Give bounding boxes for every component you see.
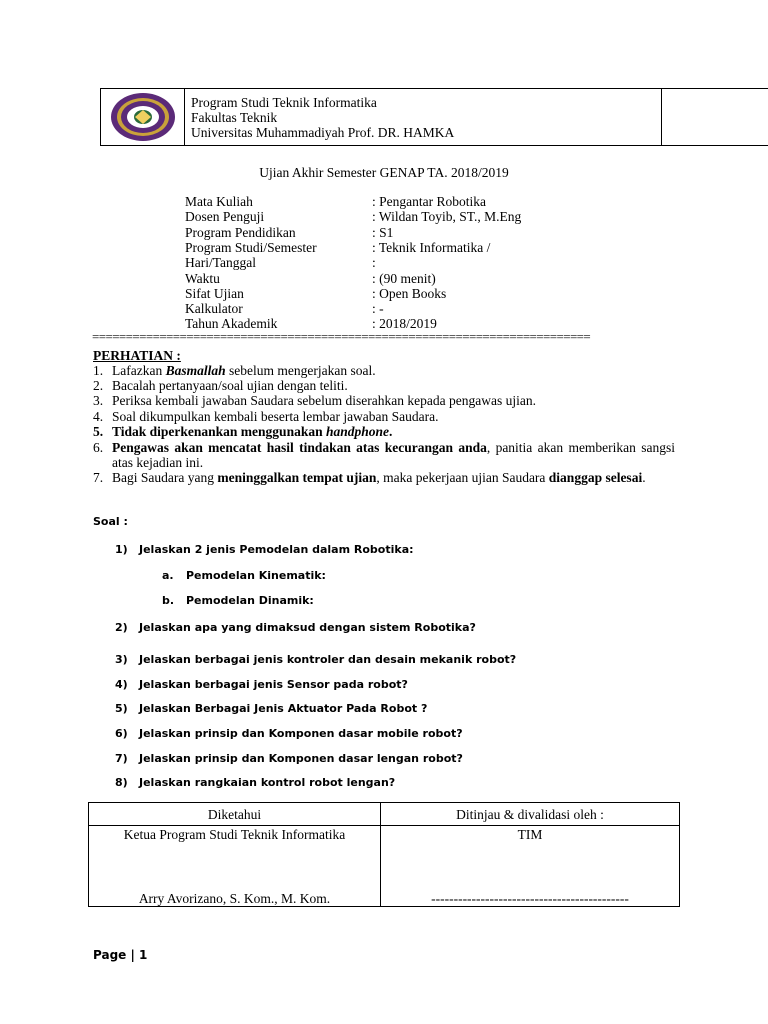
rule-number: 6. [93,440,104,455]
rule-text-part: Bacalah pertanyaan/soal ujian dengan teliti. [112,378,348,393]
exam-info-value: : Teknik Informatika / [372,239,491,255]
rule-text-part: , maka pekerjaan ujian Saudara [376,470,549,485]
rule-number: 7. [93,470,104,485]
institution-name-block [191,95,454,140]
rule-text-part: Periksa kembali jawaban Saudara sebelum diserahkan kepada pengawas ujian. [112,393,536,408]
question-text: Jelaskan prinsip dan Komponen dasar lengan robot? [139,752,463,765]
question-text: Jelaskan 2 jenis Pemodelan dalam Robotika: [139,543,414,556]
rule-text [112,393,675,408]
question-number: 5) [115,702,128,715]
question-number: 8) [115,776,128,789]
header-line: Program Studi Teknik Informatika [191,95,377,110]
exam-info-label: Tahun Akademik [185,316,278,332]
exam-info-value: : - [372,301,384,317]
rule-text [112,424,675,439]
question-number: 4) [115,678,128,691]
perhatian-heading: PERHATIAN : [93,348,181,363]
exam-info-value: : Pengantar Robotika [372,194,486,209]
question-text: Jelaskan Berbagai Jenis Aktuator Pada Robot ? [139,702,428,715]
question-number: b. [162,594,175,607]
right-header: Ditinjau & divalidasi oleh : [456,807,604,822]
right-signature-line: -------------------------------------------- [431,891,629,906]
question-number: 1) [115,543,128,556]
exam-info-label: Dosen Penguji [185,209,265,225]
exam-info-value: : [372,255,376,271]
rule-number: 2. [93,378,104,393]
rule-text [112,363,675,378]
rule-text-part: . [642,470,646,485]
question-text: Pemodelan Dinamik: [186,594,314,607]
rule-text [112,409,675,424]
header-line: Universitas Muhammadiyah Prof. DR. HAMKA [191,125,455,140]
rule-text-part: Pengawas akan mencatat hasil tindakan atas kecurangan anda [112,440,487,455]
question-text: Jelaskan apa yang dimaksud dengan sistem Robotika? [139,621,476,634]
question-text: Jelaskan prinsip dan Komponen dasar mobile robot? [139,727,463,740]
left-header: Diketahui [207,807,262,822]
question-number: 3) [115,653,128,666]
exam-info-value: : Wildan Toyib, ST., M.Eng [372,209,522,225]
exam-info-value: : (90 menit) [372,270,436,286]
table-divider [89,825,679,826]
header-line: Fakultas Teknik [191,110,278,125]
exam-info-value: : S1 [372,224,394,240]
exam-info-label: Program Pendidikan [185,224,296,240]
rule-text-part: meninggalkan tempat ujian [217,470,377,485]
exam-info-label: Hari/Tanggal [185,255,257,271]
rule-text [112,378,675,393]
soal-label: Soal : [93,515,128,528]
rule-text-part: Basmallah [165,363,226,378]
header-divider [184,89,185,145]
rule-text-part: , panitia akan memberikan sangsi atas kejadian ini. [112,440,675,470]
exam-title: Ujian Akhir Semester GENAP TA. 2018/2019 [259,165,509,180]
rule-text-part: handphone [325,424,389,439]
header-table [100,88,768,146]
rule-text [112,440,675,470]
rule-text [112,470,675,485]
question-text: Pemodelan Kinematik: [186,569,326,582]
question-number: 7) [115,752,128,765]
question-text: Jelaskan berbagai jenis Sensor pada robot? [139,678,408,691]
rule-number: 4. [93,409,104,424]
rule-text-part: dianggap selesai [548,470,643,485]
rule-text-part: Lafazkan [112,363,166,378]
question-number: 6) [115,727,128,740]
question-text: Jelaskan rangkaian kontrol robot lengan? [139,776,396,789]
exam-info-label: Program Studi/Semester [185,239,317,255]
rule-number: 3. [93,393,104,408]
exam-info-label: Mata Kuliah [185,194,253,209]
separator-line: ========================================================================== [92,331,591,343]
rule-text-part: Tidak diperkenankan menggunakan [112,424,326,439]
rule-text-part: . [389,424,393,439]
exam-info-value: : 2018/2019 [372,316,437,332]
rule-text-part: sebelum mengerjakan soal. [225,363,376,378]
page-footer: Page | 1 [93,948,148,962]
exam-info-label: Waktu [185,270,220,286]
left-signatory-name: Arry Avorizano, S. Kom., M. Kom. [138,891,331,906]
rule-text-part: Soal dikumpulkan kembali beserta lembar jawaban Saudara. [112,409,439,424]
right-role: TIM [517,827,543,842]
question-number: a. [162,569,174,582]
rule-number: 1. [93,363,104,378]
exam-info-label: Kalkulator [185,301,243,317]
left-role: Ketua Program Studi Teknik Informatika [123,827,346,842]
university-logo-icon [109,91,177,143]
exam-info-label: Sifat Ujian [185,285,244,301]
signature-table [88,802,680,907]
header-divider [661,89,662,145]
question-number: 2) [115,621,128,634]
question-text: Jelaskan berbagai jenis kontroler dan desain mekanik robot? [139,653,517,666]
rule-text-part: Bagi Saudara yang [112,470,218,485]
rule-number: 5. [93,424,104,439]
exam-info-value: : Open Books [372,285,447,301]
